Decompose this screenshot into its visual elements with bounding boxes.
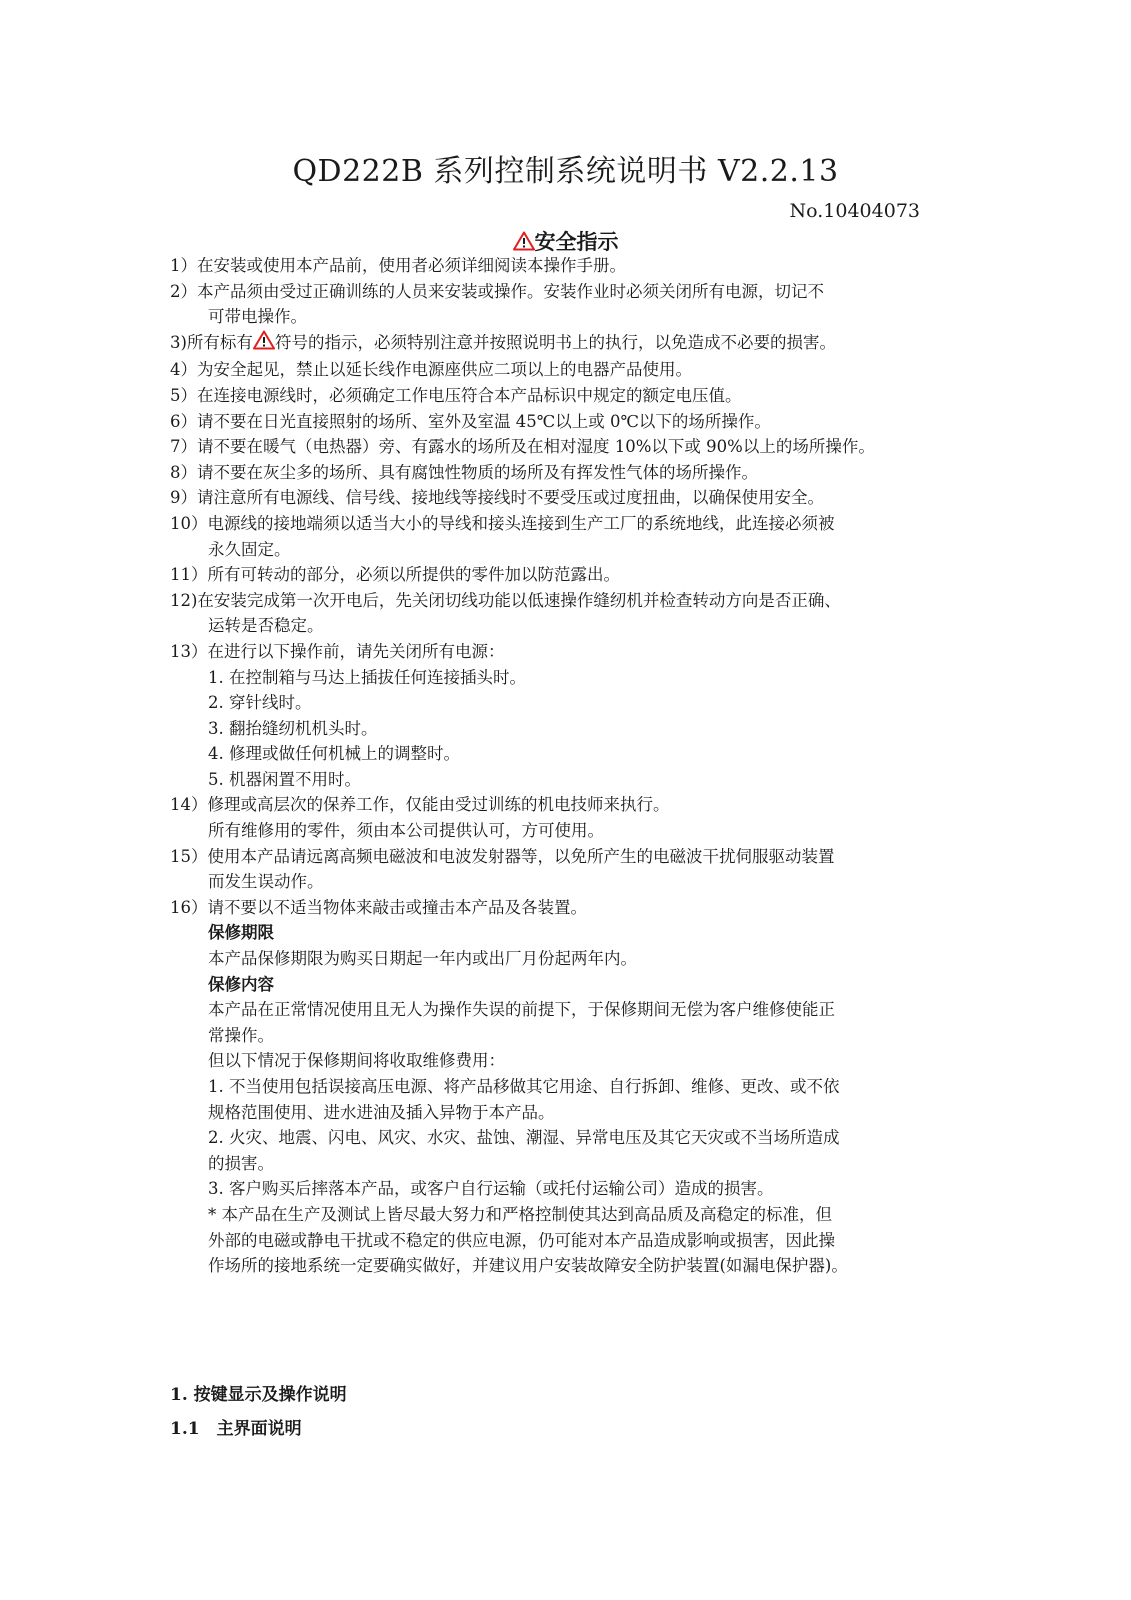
line-text: 1. 在控制箱与马达上插拔任何连接插头时。 bbox=[208, 667, 526, 687]
instruction-line bbox=[170, 1202, 970, 1228]
warning-triangle-icon bbox=[253, 330, 275, 358]
line-text: 16）请不要以不适当物体来敲击或撞击本产品及各装置。 bbox=[170, 897, 587, 917]
line-text: 运转是否稳定。 bbox=[208, 616, 324, 636]
instruction-line bbox=[170, 613, 970, 639]
line-text: 所有维修用的零件，须由本公司提供认可，方可使用。 bbox=[208, 821, 604, 841]
line-text: 的损害。 bbox=[208, 1153, 274, 1173]
instruction-line bbox=[170, 665, 970, 691]
line-text: 2. 火灾、地震、闪电、风灾、水灾、盐蚀、潮湿、异常电压及其它天灾或不当场所造成 bbox=[208, 1128, 840, 1148]
line-text: 13）在进行以下操作前，请先关闭所有电源： bbox=[170, 641, 505, 661]
line-text: 10）电源线的接地端须以适当大小的导线和接头连接到生产工厂的系统地线，此连接必须被 bbox=[170, 513, 835, 533]
line-text: 规格范围使用、进水进油及插入异物于本产品。 bbox=[208, 1102, 555, 1122]
instruction-line bbox=[170, 304, 970, 330]
line-text: 6）请不要在日光直接照射的场所、室外及室温 45℃以上或 0℃以下的场所操作。 bbox=[170, 411, 771, 431]
line-text: 9）请注意所有电源线、信号线、接地线等接线时不要受压或过度扭曲，以确保使用安全。 bbox=[170, 488, 824, 508]
instruction-line bbox=[170, 588, 970, 614]
line-text: 12)在安装完成第一次开电后，先关闭切线功能以低速操作缝纫机并检查转动方向是否正确、 bbox=[170, 590, 841, 610]
instruction-line bbox=[170, 460, 970, 486]
instruction-line bbox=[170, 741, 970, 767]
line-text: 15）使用本产品请远离高频电磁波和电波发射器等，以免所产生的电磁波干扰伺服驱动装置 bbox=[170, 846, 835, 866]
instruction-line bbox=[170, 1023, 970, 1049]
line-text: 4）为安全起见，禁止以延长线作电源座供应二项以上的电器产品使用。 bbox=[170, 360, 692, 380]
line-text: 14）修理或高层次的保养工作，仅能由受过训练的机电技师来执行。 bbox=[170, 795, 670, 815]
instruction-line bbox=[170, 1253, 970, 1279]
line-text: 3. 客户购买后摔落本产品，或客户自行运输（或托付运输公司）造成的损害。 bbox=[208, 1179, 774, 1199]
instruction-line bbox=[170, 1176, 970, 1202]
line-text: * 本产品在生产及测试上皆尽最大努力和严格控制使其达到高品质及高稳定的标准，但 bbox=[208, 1204, 832, 1224]
safety-instructions bbox=[170, 253, 970, 1279]
line-text: 而发生误动作。 bbox=[208, 872, 324, 892]
section-subheading bbox=[170, 972, 970, 998]
line-text: 本产品保修期限为购买日期起一年内或出厂月份起两年内。 bbox=[208, 949, 637, 969]
instruction-line bbox=[170, 357, 970, 383]
instruction-line bbox=[170, 253, 970, 279]
line-text: 可带电操作。 bbox=[208, 307, 307, 327]
instruction-line bbox=[170, 562, 970, 588]
instruction-line bbox=[170, 537, 970, 563]
instruction-line bbox=[170, 1074, 970, 1100]
safety-heading bbox=[0, 226, 1131, 256]
document-number: No.10404073 bbox=[789, 200, 920, 222]
instruction-line bbox=[170, 869, 970, 895]
instruction-line bbox=[170, 895, 970, 921]
line-text: 3. 翻抬缝纫机机头时。 bbox=[208, 718, 378, 738]
section-subheading bbox=[170, 920, 970, 946]
instruction-line bbox=[170, 511, 970, 537]
line-text: 5）在连接电源线时，必须确定工作电压符合本产品标识中规定的额定电压值。 bbox=[170, 385, 742, 405]
line-text: 2）本产品须由受过正确训练的人员来安装或操作。安装作业时必须关闭所有电源，切记不 bbox=[170, 281, 824, 301]
line-text: 2. 穿针线时。 bbox=[208, 693, 312, 713]
line-text: 3)所有标有 bbox=[170, 332, 253, 352]
instruction-line bbox=[170, 1100, 970, 1126]
line-text: 但以下情况于保修期间将收取维修费用： bbox=[208, 1051, 505, 1071]
instruction-line bbox=[170, 1151, 970, 1177]
document-title: QD222B 系列控制系统说明书 V2.2.13 bbox=[292, 154, 839, 189]
instruction-line bbox=[170, 792, 970, 818]
instruction-line bbox=[170, 690, 970, 716]
instruction-line bbox=[170, 1228, 970, 1254]
line-text: 外部的电磁或静电干扰或不稳定的供应电源，仍可能对本产品造成影响或损害，因此操 bbox=[208, 1230, 835, 1250]
instruction-line bbox=[170, 1048, 970, 1074]
line-text: 保修期限 bbox=[208, 923, 274, 943]
line-text: 7）请不要在暖气（电热器）旁、有露水的场所及在相对湿度 10%以下或 90%以上的场所操作。 bbox=[170, 437, 875, 457]
line-text: 本产品在正常情况使用且无人为操作失误的前提下，于保修期间无偿为客户维修使能正 bbox=[208, 1000, 835, 1020]
instruction-line bbox=[170, 383, 970, 409]
instruction-line bbox=[170, 485, 970, 511]
line-text: 5. 机器闲置不用时。 bbox=[208, 769, 361, 789]
instruction-line bbox=[170, 279, 970, 305]
instruction-line bbox=[170, 844, 970, 870]
subsection-heading: 1.1 主界面说明 bbox=[170, 1419, 302, 1439]
line-text: 作场所的接地系统一定要确实做好，并建议用户安装故障安全防护装置(如漏电保护器)。 bbox=[208, 1256, 848, 1276]
instruction-line bbox=[170, 818, 970, 844]
instruction-line bbox=[170, 434, 970, 460]
line-text: 11）所有可转动的部分，必须以所提供的零件加以防范露出。 bbox=[170, 565, 620, 585]
line-text: 1. 不当使用包括误接高压电源、将产品移做其它用途、自行拆卸、维修、更改、或不依 bbox=[208, 1077, 840, 1096]
line-text: 8）请不要在灰尘多的场所、具有腐蚀性物质的场所及有挥发性气体的场所操作。 bbox=[170, 462, 758, 482]
instruction-line bbox=[170, 1125, 970, 1151]
line-text-continued: 符号的指示，必须特别注意并按照说明书上的执行，以免造成不必要的损害。 bbox=[274, 332, 836, 352]
section-heading: 1. 按键显示及操作说明 bbox=[170, 1385, 347, 1405]
safety-heading-text: 安全指示 bbox=[534, 229, 619, 254]
instruction-line bbox=[170, 639, 970, 665]
line-text: 1）在安装或使用本产品前，使用者必须详细阅读本操作手册。 bbox=[170, 256, 626, 275]
instruction-line bbox=[170, 997, 970, 1023]
instruction-line bbox=[170, 409, 970, 435]
line-text: 常操作。 bbox=[208, 1025, 274, 1045]
instruction-line bbox=[170, 330, 970, 358]
instruction-line bbox=[170, 946, 970, 972]
instruction-line bbox=[170, 767, 970, 793]
line-text: 永久固定。 bbox=[208, 539, 291, 559]
line-text: 4. 修理或做任何机械上的调整时。 bbox=[208, 744, 460, 764]
line-text: 保修内容 bbox=[208, 974, 274, 994]
instruction-line bbox=[170, 716, 970, 742]
